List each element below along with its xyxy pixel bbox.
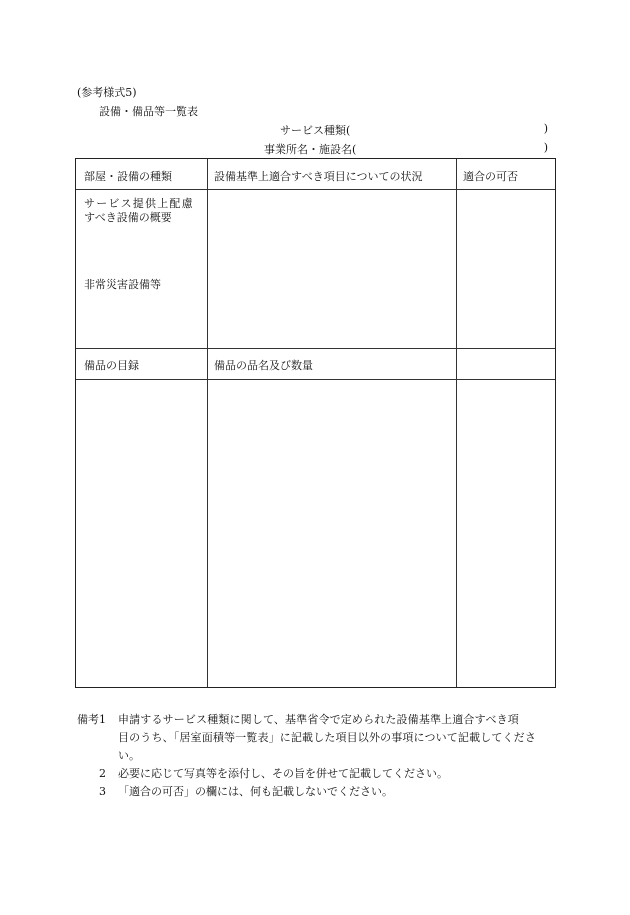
note-item-1-continued [77, 729, 557, 747]
facility-overview-line1: サービス提供上配慮 [84, 197, 194, 210]
note-text-line: い。 [118, 749, 140, 762]
note-item-1 [77, 711, 557, 729]
note-number: 2 [99, 767, 106, 780]
equipment-table [75, 158, 556, 688]
facility-row-divider [76, 348, 555, 349]
equipment-conform-cell[interactable] [457, 380, 555, 687]
note-item-2 [77, 765, 557, 783]
header-status: 設備基準上適合すべき項目についての状況 [214, 170, 423, 183]
document-title: 設備・備品等一覧表 [99, 105, 198, 118]
service-type-field[interactable] [280, 122, 550, 138]
equipment-items-cell[interactable] [208, 380, 455, 687]
note-item-1-continued [77, 747, 557, 765]
note-item-3 [77, 783, 557, 801]
note-text-line: 目のうち、「居室面積等一覧表」に記載した項目以外の事項について記載してくださ [118, 731, 536, 744]
form-reference: (参考様式5) [77, 86, 137, 99]
equipment-catalog-cell[interactable] [76, 380, 206, 687]
header-type: 部屋・設備の種類 [84, 170, 172, 183]
note-text-line: 「適合の可否」の欄には、何も記載しないでください。 [118, 785, 393, 798]
facility-conform-cell[interactable] [457, 190, 555, 347]
service-type-label: サービス種類( [280, 124, 351, 137]
note-text-line: 必要に応じて写真等を添付し、その旨を併せて記載してください。 [118, 767, 448, 780]
office-name-label: 事業所名・施設名( [264, 143, 357, 156]
note-number: 3 [99, 785, 106, 798]
service-type-close-paren: ) [543, 122, 548, 135]
office-name-close-paren: ) [543, 141, 548, 154]
equipment-catalog-label: 備品の目録 [84, 359, 139, 372]
note-text-line: 申請するサービス種類に関して、基準省令で定められた設備基準上適合すべき項 [118, 713, 519, 726]
equipment-items-label: 備品の品名及び数量 [214, 359, 313, 372]
notes-prefix: 備考 [77, 713, 99, 726]
header-conform: 適合の可否 [463, 170, 518, 183]
facility-status-cell[interactable] [208, 190, 455, 347]
office-name-field[interactable] [264, 141, 550, 157]
notes-section [77, 711, 557, 801]
note-number: 1 [99, 713, 106, 726]
facility-overview-line2: すべき設備の概要 [84, 211, 172, 224]
disaster-equipment-label: 非常災害設備等 [84, 278, 161, 291]
